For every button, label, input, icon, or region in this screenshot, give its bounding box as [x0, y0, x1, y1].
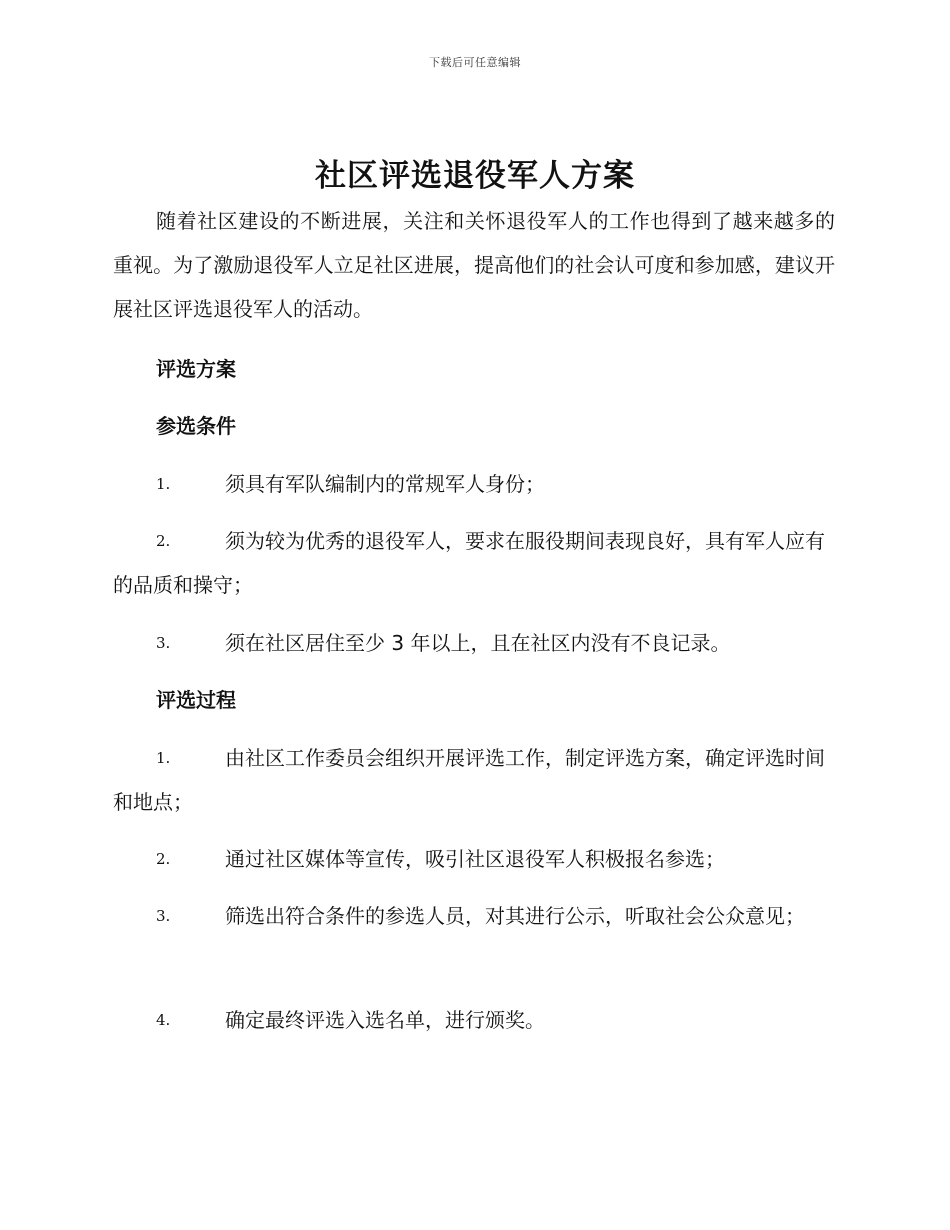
process-text: 由社区工作委员会组织开展评选工作，制定评选方案，确定评选时间和地点； [113, 746, 825, 814]
condition-text: 须为较为优秀的退役军人，要求在服役期间表现良好，具有军人应有的品质和操守； [113, 529, 825, 597]
process-text: 通过社区媒体等宣传，吸引社区退役军人积极报名参选； [225, 847, 725, 871]
process-number: 1. [156, 749, 171, 767]
process-number: 2. [156, 850, 171, 868]
condition-text: 须具有军队编制内的常规军人身份； [225, 472, 545, 496]
condition-item-3 [113, 621, 835, 665]
header-note: 下载后可任意编辑 [429, 56, 521, 69]
process-text: 确定最终评选入选名单，进行颁奖。 [225, 1008, 545, 1032]
condition-item-1 [113, 462, 835, 506]
plan-heading: 评选方案 [156, 357, 236, 381]
condition-number: 1. [156, 475, 171, 493]
condition-number: 2. [156, 532, 171, 550]
process-item-2 [113, 837, 835, 881]
process-number: 4. [156, 1011, 171, 1029]
process-item-1 [113, 736, 835, 824]
document-title: 社区评选退役军人方案 [315, 158, 635, 194]
process-item-4 [113, 998, 835, 1042]
process-text: 筛选出符合条件的参选人员，对其进行公示，听取社会公众意见； [225, 904, 805, 928]
conditions-heading: 参选条件 [156, 414, 236, 438]
condition-text: 须在社区居住至少 3 年以上，且在社区内没有不良记录。 [225, 631, 731, 655]
condition-item-2 [113, 519, 835, 607]
intro-paragraph: 随着社区建设的不断进展，关注和关怀退役军人的工作也得到了越来越多的重视。为了激励退役军人立足社区进展，提高他们的社会认可度和参加感，建议开展社区评选退役军人的活动。 [113, 209, 835, 321]
process-heading: 评选过程 [156, 688, 236, 712]
condition-number: 3. [156, 634, 171, 652]
process-item-3 [113, 894, 835, 938]
process-number: 3. [156, 907, 171, 925]
